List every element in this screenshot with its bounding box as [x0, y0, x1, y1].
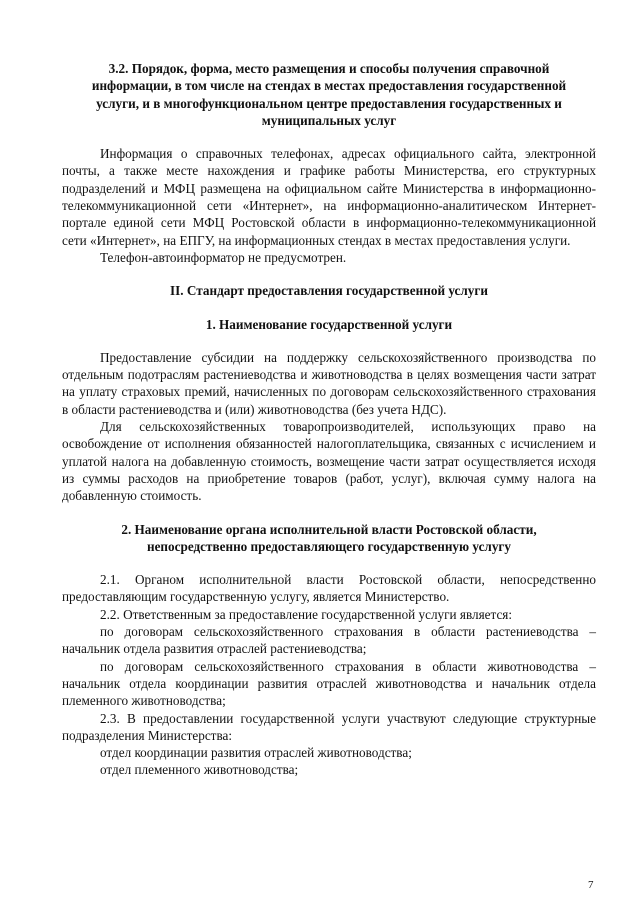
section-2-paragraph: 2.1. Органом исполнительной власти Ростовской области, непосредственно предоставляющим государственную услугу, является Министерство. — [62, 572, 596, 605]
section-3-2-heading: 3.2. Порядок, форма, место размещения и способы получения справочной информации, в том числе на стендах в местах предоставления государственной услуги, и в многофункциональном центре предоставления государственных и муниципальных услуг — [91, 61, 567, 128]
section-2-paragraph: 2.2. Ответственным за предоставление государственной услуги является: — [100, 606, 513, 622]
section-II-heading: II. Стандарт предоставления государственной услуги — [170, 283, 488, 299]
list-item: отдел племенного животноводства; — [100, 762, 299, 778]
section-3-2-paragraph: Информация о справочных телефонах, адресах официального сайта, электронной почты, а также месте нахождения и графике работы Министерства, его структурных подразделений и МФЦ размещена на официальном сайте Министерства в информационно-телекоммуникационной сети «Интернет», на информационно-аналитическом Интернет-портале единой сети МФЦ Ростовской области в информационно-телекоммуникационной сети «Интернет», на ЕПГУ, на информационных стендах в местах предоставления услуги. — [62, 146, 596, 248]
list-item: отдел координации развития отраслей животноводства; — [100, 745, 412, 761]
section-1-heading: 1. Наименование государственной услуги — [205, 316, 453, 332]
section-1-paragraph: Предоставление субсидии на поддержку сельскохозяйственного производства по отдельным подотраслям растениеводства и животноводства в целях возмещения части затрат на уплату страховых премий, начисленных по договорам сельскохозяйственного страхования в области растениеводства и (или) животноводства (без учета НДС). — [62, 349, 596, 417]
section-2-paragraph: по договорам сельскохозяйственного страхования в области животноводства – начальник отдела координации развития отраслей животноводства и начальник отдела племенного животноводства; — [62, 658, 596, 709]
section-2-paragraph: по договорам сельскохозяйственного страхования в области растениеводства – начальник отдела развития отраслей растениеводства; — [62, 624, 596, 657]
section-1-paragraph: Для сельскохозяйственных товаропроизводителей, использующих право на освобождение от исполнения обязанностей налогоплательщика, связанных с исчислением и уплатой налога на добавленную стоимость, возмещение части затрат осуществляется исходя из суммы расходов на приобретение товаров (работ, услуг), включая сумму налога на добавленную стоимость. — [62, 419, 596, 504]
section-3-2-paragraph: Телефон-автоинформатор не предусмотрен. — [100, 249, 347, 265]
document-body — [62, 60, 596, 779]
section-2-paragraph: 2.3. В предоставлении государственной услуги участвуют следующие структурные подразделения Министерства: — [62, 710, 596, 743]
section-2-heading: 2. Наименование органа исполнительной власти Ростовской области, непосредственно предоставляющего государственную услугу — [121, 521, 537, 554]
page-number: 7 — [588, 879, 594, 891]
